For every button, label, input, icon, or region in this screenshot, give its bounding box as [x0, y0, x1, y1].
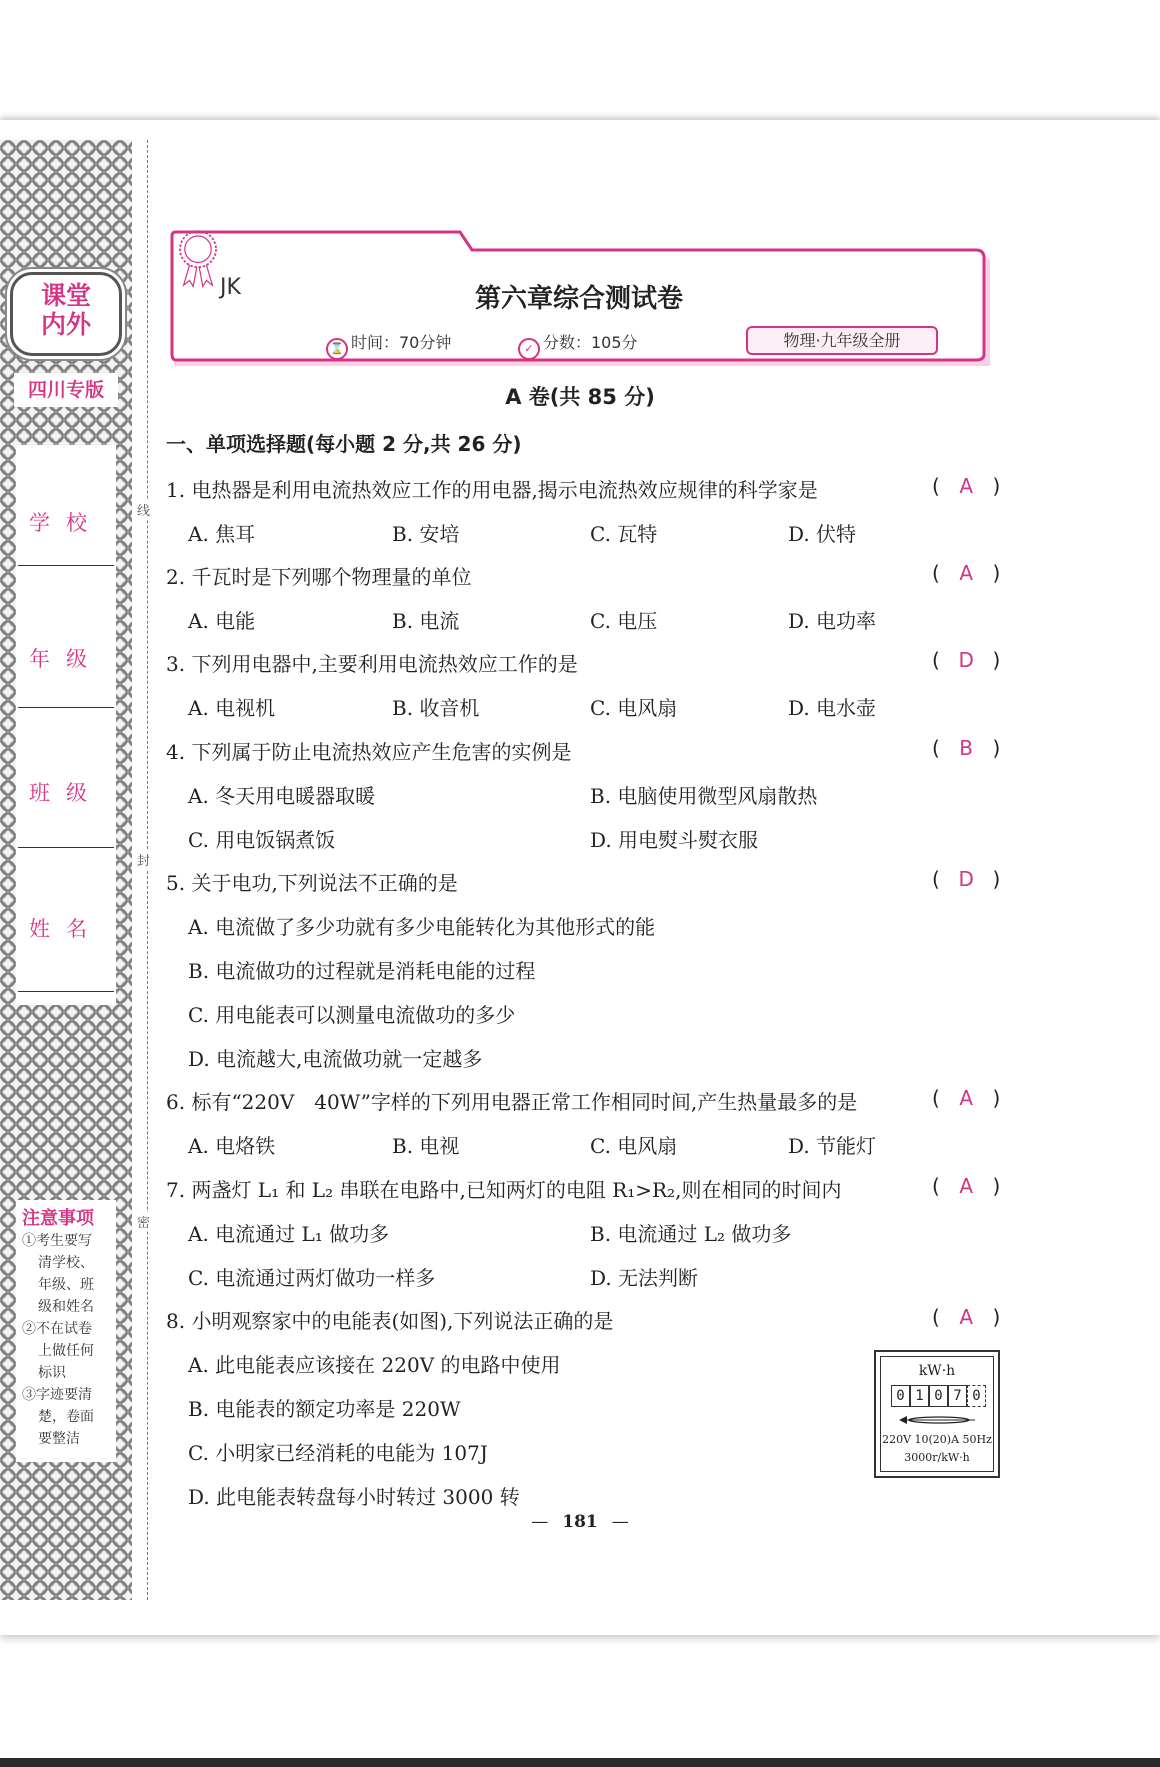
- option-b: B. 电视: [392, 1134, 460, 1158]
- option-a: A. 电烙铁: [188, 1134, 276, 1158]
- page-number: — 181 —: [531, 1512, 629, 1532]
- question-stem: 2. 千瓦时是下列哪个物理量的单位: [166, 565, 472, 589]
- option-b: B. 电流做功的过程就是消耗电能的过程: [188, 959, 536, 983]
- option-d: D. 节能灯: [788, 1134, 877, 1158]
- answer-value: D: [958, 648, 974, 672]
- time-info: [326, 330, 451, 360]
- question-stem: 5. 关于电功,下列说法不正确的是: [166, 871, 458, 895]
- answer-value: D: [958, 867, 974, 891]
- option-d: D. 用电熨斗熨衣服: [590, 828, 759, 852]
- option-c: C. 电风扇: [590, 1134, 678, 1158]
- note-2-line-3: 标识: [38, 1365, 66, 1381]
- answer-slot: ( D ): [932, 648, 1001, 672]
- meter-digit: 0: [929, 1385, 948, 1407]
- time-label: 时间：70分钟: [351, 333, 452, 352]
- edition-label: 四川专版: [14, 373, 118, 407]
- option-d: D. 电流越大,电流做功就一定越多: [188, 1047, 483, 1071]
- question-stem: 4. 下列属于防止电流热效应产生危害的实例是: [166, 740, 572, 764]
- question-stem: 6. 标有“220V 40W”字样的下列用电器正常工作相同时间,产生热量最多的是: [166, 1090, 858, 1114]
- option-a: A. 电流通过 L₁ 做功多: [188, 1222, 390, 1246]
- option-c: C. 电风扇: [590, 696, 678, 720]
- meter-digit-decimal: 0: [967, 1385, 986, 1407]
- meter-digit: 7: [948, 1385, 967, 1407]
- field-grade-line[interactable]: [18, 707, 114, 708]
- field-school-line[interactable]: [18, 565, 114, 566]
- option-d: D. 电水壶: [788, 696, 877, 720]
- notes-title: 注意事项: [22, 1208, 94, 1229]
- margin-char-secret: 密: [137, 1212, 150, 1231]
- logo-line-2: 内外: [40, 310, 91, 339]
- hourglass-icon: ⌛: [326, 338, 348, 360]
- meter-unit: kW·h: [918, 1363, 956, 1379]
- meter-digits: [891, 1385, 986, 1407]
- check-icon: ✓: [518, 338, 540, 360]
- note-1-line-4: 级和姓名: [38, 1299, 94, 1315]
- option-a: A. 电能: [188, 609, 256, 633]
- option-c: C. 电流通过两灯做功一样多: [188, 1266, 436, 1290]
- answer-slot: ( A ): [932, 1174, 1001, 1198]
- note-2: [16, 1318, 116, 1384]
- field-class-line[interactable]: [18, 847, 114, 848]
- field-name-line[interactable]: [18, 991, 114, 992]
- answer-slot: ( A ): [932, 561, 1001, 585]
- section-title: A 卷(共 85 分): [505, 385, 655, 409]
- question-stem: 7. 两盏灯 L₁ 和 L₂ 串联在电路中,已知两灯的电阻 R₁>R₂,则在相同的时间内: [166, 1178, 842, 1202]
- note-1-line-3: 年级、班: [38, 1277, 94, 1293]
- option-c: C. 瓦特: [590, 522, 658, 546]
- option-c: C. 用电能表可以测量电流做功的多少: [188, 1003, 516, 1027]
- meter-face: [880, 1356, 994, 1472]
- option-b: B. 电脑使用微型风扇散热: [590, 784, 818, 808]
- option-b: B. 电流通过 L₂ 做功多: [590, 1222, 792, 1246]
- page-number-value: 181: [562, 1512, 598, 1532]
- student-info-fields: [16, 445, 116, 1005]
- option-c: C. 用电饭锅煮饭: [188, 828, 336, 852]
- answer-slot: ( B ): [932, 736, 1001, 760]
- answer-value: A: [959, 474, 974, 498]
- answer-value: A: [959, 1086, 974, 1110]
- score-label: 分数：105分: [543, 333, 638, 352]
- note-3: [16, 1384, 116, 1450]
- answer-value: A: [959, 561, 974, 585]
- binding-line: [147, 140, 148, 1600]
- meter-digit: 0: [891, 1385, 910, 1407]
- option-a: A. 电视机: [188, 696, 276, 720]
- option-b: B. 电流: [392, 609, 460, 633]
- brand-logo: [10, 272, 122, 356]
- bottom-bar: [0, 1758, 1160, 1767]
- question-stem: 8. 小明观察家中的电能表(如图),下列说法正确的是: [166, 1309, 614, 1333]
- option-a: A. 电流做了多少功就有多少电能转化为其他形式的能: [188, 915, 656, 939]
- note-3-line-3: 要整洁: [38, 1431, 80, 1447]
- meter-spec-2: 3000r/kW·h: [904, 1451, 970, 1464]
- answer-value: A: [959, 1174, 974, 1198]
- note-1-line-1: ①考生要写: [22, 1233, 92, 1249]
- note-2-line-2: 上做任何: [38, 1343, 94, 1359]
- field-class-label: 班级: [29, 781, 103, 805]
- note-2-line-1: ②不在试卷: [22, 1321, 92, 1337]
- answer-slot: ( D ): [932, 867, 1001, 891]
- option-c: C. 小明家已经消耗的电能为 107J: [188, 1441, 488, 1465]
- part-title: 一、单项选择题(每小题 2 分,共 26 分): [166, 432, 522, 456]
- option-c: C. 电压: [590, 609, 658, 633]
- note-1-line-2: 清学校、: [38, 1255, 94, 1271]
- option-a: A. 冬天用电暖器取暖: [188, 784, 376, 808]
- field-grade-label: 年级: [29, 647, 103, 671]
- margin-char-seal: 封: [137, 850, 150, 869]
- score-info: [518, 330, 638, 360]
- electricity-meter-figure: [874, 1350, 1000, 1478]
- option-b: B. 收音机: [392, 696, 480, 720]
- margin-char-line: 线: [137, 500, 150, 519]
- option-d: D. 无法判断: [590, 1266, 699, 1290]
- meter-spec-1: 220V 10(20)A 50Hz: [882, 1433, 992, 1446]
- question-stem: 3. 下列用电器中,主要利用电流热效应工作的是: [166, 652, 578, 676]
- option-b: B. 电能表的额定功率是 220W: [188, 1397, 461, 1421]
- meter-disc-icon: [897, 1415, 977, 1425]
- option-a: A. 此电能表应该接在 220V 的电路中使用: [188, 1353, 561, 1377]
- option-b: B. 安培: [392, 522, 460, 546]
- field-school-label: 学校: [29, 511, 103, 535]
- field-name-label: 姓名: [29, 917, 103, 941]
- answer-slot: ( A ): [932, 1305, 1001, 1329]
- note-3-line-1: ③字迹要清: [22, 1387, 92, 1403]
- exam-title: 第六章综合测试卷: [474, 284, 683, 314]
- option-d: D. 电功率: [788, 609, 877, 633]
- subject-badge: 物理·九年级全册: [746, 326, 938, 355]
- answer-value: A: [959, 1305, 974, 1329]
- exam-header: [168, 230, 990, 366]
- meter-digit: 1: [910, 1385, 929, 1407]
- question-stem: 1. 电热器是利用电流热效应工作的用电器,揭示电流热效应规律的科学家是: [166, 478, 818, 502]
- note-3-line-2: 楚，卷面: [38, 1409, 94, 1425]
- option-a: A. 焦耳: [188, 522, 256, 546]
- answer-slot: ( A ): [932, 474, 1001, 498]
- badge-text: JK: [220, 275, 241, 300]
- answer-slot: ( A ): [932, 1086, 1001, 1110]
- answer-value: B: [959, 736, 974, 760]
- option-d: D. 伏特: [788, 522, 857, 546]
- notes-box: [16, 1200, 116, 1462]
- logo-line-1: 课堂: [40, 281, 91, 310]
- option-d: D. 此电能表转盘每小时转过 3000 转: [188, 1485, 520, 1509]
- note-1: [16, 1230, 116, 1318]
